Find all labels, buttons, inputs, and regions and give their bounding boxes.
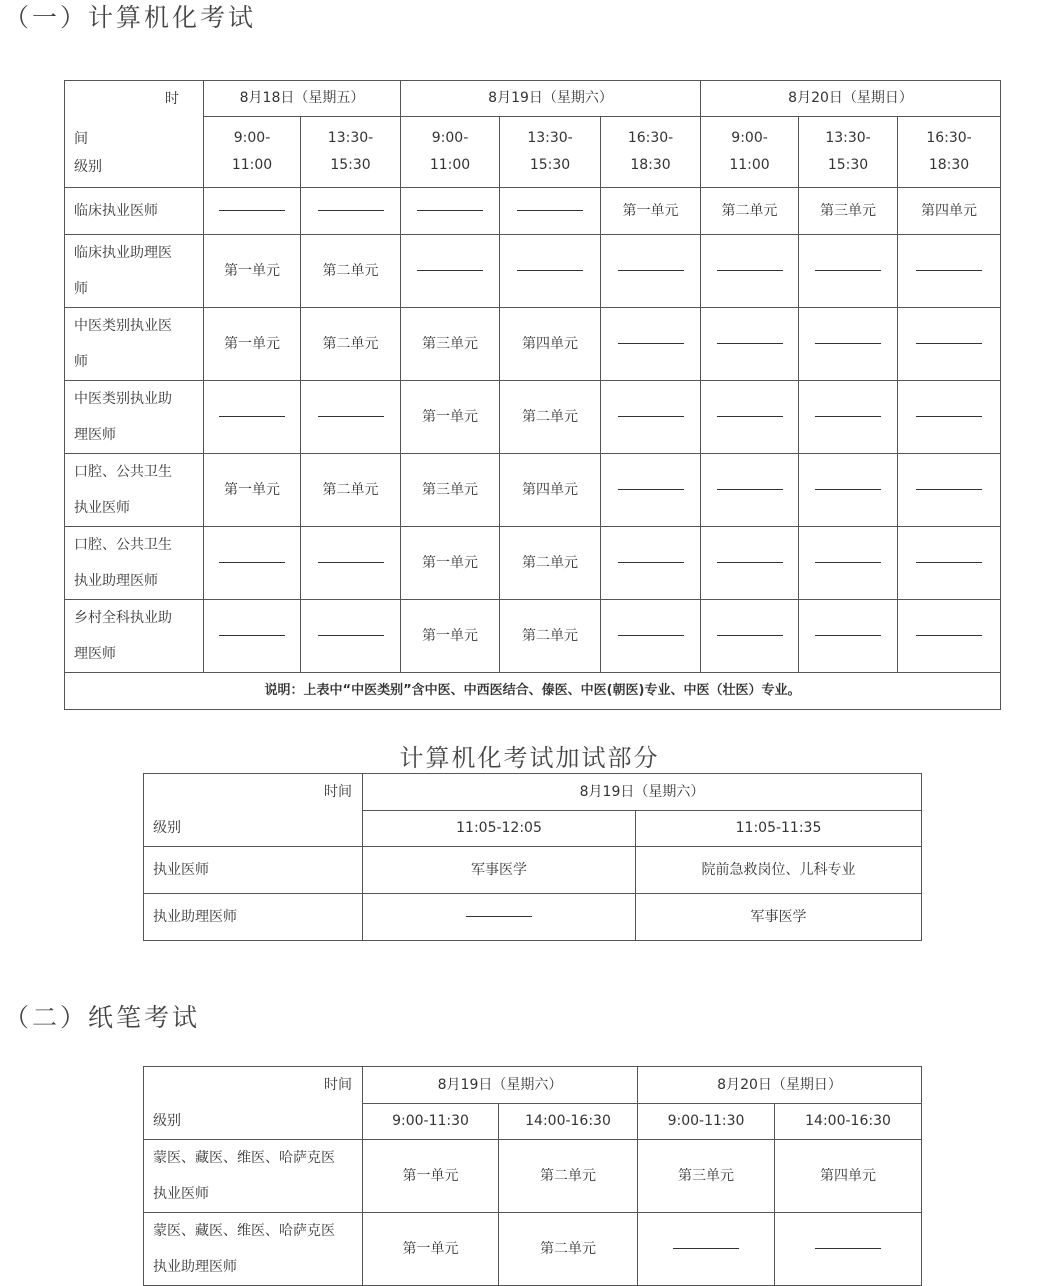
schedule-cell: 第二单元	[500, 381, 601, 454]
corner-time-label: 时	[165, 91, 179, 107]
not-scheduled-dash	[517, 270, 583, 271]
schedule-cell: 第二单元	[701, 188, 799, 235]
schedule-cell: 第二单元	[500, 527, 601, 600]
section-title-computer-exam: （一）计算机化考试	[4, 3, 257, 32]
row-level-label: 蒙医、藏医、维医、哈萨克医执业医师	[144, 1140, 363, 1213]
schedule-cell	[301, 527, 401, 600]
schedule-cell	[701, 600, 799, 673]
schedule-cell: 第三单元	[401, 308, 500, 381]
schedule-cell	[601, 235, 701, 308]
supplementary-exam-table	[143, 773, 922, 941]
table-corner	[144, 1067, 363, 1140]
not-scheduled-dash	[219, 416, 285, 417]
schedule-cell	[799, 600, 898, 673]
not-scheduled-dash	[219, 562, 285, 563]
time-slot-header: 13:30-15:30	[301, 117, 401, 188]
date-header: 8月20日（星期日）	[638, 1067, 922, 1104]
schedule-cell: 第一单元	[401, 600, 500, 673]
time-slot-header: 9:00-11:00	[204, 117, 301, 188]
table-row	[144, 847, 922, 894]
schedule-cell	[204, 527, 301, 600]
schedule-cell	[601, 454, 701, 527]
schedule-cell	[799, 308, 898, 381]
schedule-cell	[898, 308, 1001, 381]
schedule-cell: 第一单元	[601, 188, 701, 235]
schedule-cell	[898, 454, 1001, 527]
not-scheduled-dash	[618, 562, 684, 563]
schedule-cell	[301, 381, 401, 454]
schedule-cell	[500, 235, 601, 308]
not-scheduled-dash	[815, 489, 881, 490]
table-row	[65, 308, 1001, 381]
not-scheduled-dash	[717, 270, 783, 271]
not-scheduled-dash	[815, 416, 881, 417]
schedule-cell: 第二单元	[499, 1140, 638, 1213]
not-scheduled-dash	[916, 416, 982, 417]
schedule-cell: 第三单元	[401, 454, 500, 527]
not-scheduled-dash	[717, 343, 783, 344]
schedule-cell: 第三单元	[799, 188, 898, 235]
schedule-cell: 第一单元	[204, 454, 301, 527]
not-scheduled-dash	[318, 210, 384, 211]
not-scheduled-dash	[466, 916, 532, 917]
not-scheduled-dash	[815, 1248, 881, 1249]
time-slot-header: 9:00-11:00	[701, 117, 799, 188]
schedule-cell	[701, 527, 799, 600]
row-level-label: 临床执业助理医师	[65, 235, 204, 308]
not-scheduled-dash	[618, 416, 684, 417]
schedule-cell	[898, 527, 1001, 600]
not-scheduled-dash	[618, 635, 684, 636]
schedule-cell	[401, 188, 500, 235]
not-scheduled-dash	[815, 270, 881, 271]
schedule-cell: 第一单元	[204, 308, 301, 381]
not-scheduled-dash	[815, 635, 881, 636]
schedule-cell	[701, 235, 799, 308]
schedule-cell: 第二单元	[301, 454, 401, 527]
not-scheduled-dash	[618, 489, 684, 490]
not-scheduled-dash	[916, 270, 982, 271]
row-level-label: 中医类别执业助理医师	[65, 381, 204, 454]
schedule-cell	[898, 381, 1001, 454]
schedule-cell	[799, 381, 898, 454]
date-header: 8月19日（星期六）	[401, 81, 701, 117]
table-note: 说明：上表中“中医类别”含中医、中西医结合、傣医、中医(朝医)专业、中医（壮医）专业。	[65, 673, 1001, 710]
row-level-label: 乡村全科执业助理医师	[65, 600, 204, 673]
schedule-cell	[301, 600, 401, 673]
row-level-label: 执业助理医师	[144, 894, 363, 941]
schedule-cell	[898, 235, 1001, 308]
schedule-cell	[204, 188, 301, 235]
not-scheduled-dash	[717, 635, 783, 636]
table-row	[65, 454, 1001, 527]
time-slot-header: 9:00-11:00	[401, 117, 500, 188]
row-level-label: 临床执业医师	[65, 188, 204, 235]
schedule-cell	[601, 308, 701, 381]
time-slot-header: 16:30-18:30	[601, 117, 701, 188]
not-scheduled-dash	[815, 562, 881, 563]
row-level-label: 口腔、公共卫生执业医师	[65, 454, 204, 527]
schedule-cell	[301, 188, 401, 235]
schedule-cell	[204, 600, 301, 673]
schedule-cell	[898, 600, 1001, 673]
table-row	[65, 188, 1001, 235]
schedule-cell: 第一单元	[363, 1213, 499, 1286]
schedule-cell: 第四单元	[775, 1140, 922, 1213]
not-scheduled-dash	[717, 489, 783, 490]
not-scheduled-dash	[916, 635, 982, 636]
schedule-cell	[799, 454, 898, 527]
schedule-cell: 第四单元	[500, 308, 601, 381]
not-scheduled-dash	[417, 210, 483, 211]
date-header: 8月20日（星期日）	[701, 81, 1001, 117]
schedule-cell: 军事医学	[363, 847, 636, 894]
table-row	[65, 381, 1001, 454]
schedule-cell	[775, 1213, 922, 1286]
schedule-cell	[601, 381, 701, 454]
time-slot-header: 16:30-18:30	[898, 117, 1001, 188]
time-slot-header: 14:00-16:30	[499, 1104, 638, 1140]
schedule-cell	[401, 235, 500, 308]
schedule-cell: 第二单元	[301, 308, 401, 381]
schedule-cell	[363, 894, 636, 941]
schedule-cell	[601, 527, 701, 600]
schedule-cell	[500, 188, 601, 235]
not-scheduled-dash	[517, 210, 583, 211]
corner-level-label: 级别	[153, 1113, 181, 1129]
not-scheduled-dash	[673, 1248, 739, 1249]
table-row	[144, 1140, 922, 1213]
corner-time-label: 时间	[324, 1077, 352, 1093]
corner-level-label: 级别	[153, 820, 181, 836]
not-scheduled-dash	[717, 416, 783, 417]
time-slot-header: 11:05-11:35	[636, 811, 922, 847]
table-corner	[65, 81, 204, 188]
schedule-cell: 第一单元	[401, 381, 500, 454]
not-scheduled-dash	[219, 635, 285, 636]
row-level-label: 中医类别执业医师	[65, 308, 204, 381]
not-scheduled-dash	[916, 489, 982, 490]
schedule-cell: 第二单元	[301, 235, 401, 308]
schedule-cell: 军事医学	[636, 894, 922, 941]
time-slot-header: 13:30-15:30	[500, 117, 601, 188]
table-corner	[144, 774, 363, 847]
not-scheduled-dash	[815, 343, 881, 344]
row-level-label: 蒙医、藏医、维医、哈萨克医执业助理医师	[144, 1213, 363, 1286]
not-scheduled-dash	[318, 416, 384, 417]
table-row	[144, 894, 922, 941]
schedule-cell: 第四单元	[500, 454, 601, 527]
not-scheduled-dash	[318, 635, 384, 636]
schedule-cell: 第四单元	[898, 188, 1001, 235]
table-row	[65, 527, 1001, 600]
not-scheduled-dash	[618, 270, 684, 271]
row-level-label: 执业医师	[144, 847, 363, 894]
not-scheduled-dash	[916, 343, 982, 344]
table-row	[65, 600, 1001, 673]
corner-level-label: 间 级别	[74, 131, 102, 175]
corner-time-label: 时间	[324, 784, 352, 800]
schedule-cell: 第二单元	[499, 1213, 638, 1286]
date-header: 8月18日（星期五）	[204, 81, 401, 117]
row-level-label: 口腔、公共卫生执业助理医师	[65, 527, 204, 600]
time-slot-header: 13:30-15:30	[799, 117, 898, 188]
not-scheduled-dash	[318, 562, 384, 563]
schedule-cell: 第一单元	[401, 527, 500, 600]
not-scheduled-dash	[618, 343, 684, 344]
schedule-cell: 第三单元	[638, 1140, 775, 1213]
not-scheduled-dash	[916, 562, 982, 563]
schedule-cell	[638, 1213, 775, 1286]
table-row	[144, 1213, 922, 1286]
schedule-cell: 第二单元	[500, 600, 601, 673]
schedule-cell	[799, 235, 898, 308]
paper-exam-schedule-table	[143, 1066, 922, 1286]
schedule-cell	[601, 600, 701, 673]
time-slot-header: 11:05-12:05	[363, 811, 636, 847]
time-slot-header: 9:00-11:30	[363, 1104, 499, 1140]
schedule-cell	[701, 308, 799, 381]
schedule-cell: 第一单元	[204, 235, 301, 308]
schedule-cell	[701, 454, 799, 527]
not-scheduled-dash	[219, 210, 285, 211]
section-title-paper-exam: （二）纸笔考试	[4, 1003, 201, 1032]
schedule-cell: 第一单元	[363, 1140, 499, 1213]
not-scheduled-dash	[717, 562, 783, 563]
supplementary-exam-title: 计算机化考试加试部分	[399, 744, 660, 772]
time-slot-header: 9:00-11:30	[638, 1104, 775, 1140]
schedule-cell	[701, 381, 799, 454]
table-row	[65, 235, 1001, 308]
schedule-cell: 院前急救岗位、儿科专业	[636, 847, 922, 894]
not-scheduled-dash	[417, 270, 483, 271]
time-slot-header: 14:00-16:30	[775, 1104, 922, 1140]
schedule-cell	[799, 527, 898, 600]
date-header: 8月19日（星期六）	[363, 774, 922, 811]
computer-exam-schedule-table	[64, 80, 1001, 710]
date-header: 8月19日（星期六）	[363, 1067, 638, 1104]
schedule-cell	[204, 381, 301, 454]
